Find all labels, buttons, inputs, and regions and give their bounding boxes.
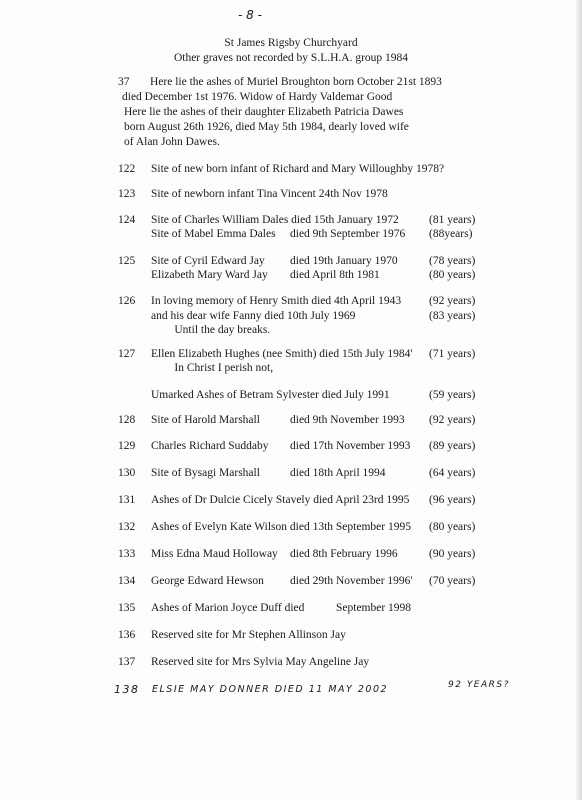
- entry-age: (88years): [429, 228, 473, 240]
- entry-number: 133: [118, 548, 136, 560]
- entry-age: (59 years): [429, 389, 476, 401]
- entry-number: 136: [118, 629, 136, 641]
- entry-text-line: Here lie the ashes of Muriel Broughton born October 21st 1893: [150, 76, 442, 88]
- entry-number: 127: [118, 348, 136, 360]
- handwritten-entry-age: 92 YEARS?: [448, 680, 510, 690]
- entry-epitaph: Until the day breaks.: [160, 324, 271, 336]
- entry-text: Site of Harold Marshall: [151, 414, 260, 426]
- document-title: St James Rigsby Churchyard: [224, 37, 358, 49]
- entry-age: (78 years): [429, 255, 476, 267]
- entry-number: 37: [118, 76, 130, 88]
- page-number: - 8 -: [238, 8, 262, 22]
- entry-died: died April 8th 1981: [290, 269, 380, 281]
- entry-age: (80 years): [429, 269, 476, 281]
- entry-number: 125: [118, 255, 136, 267]
- entry-died: died 9th November 1993: [290, 414, 405, 426]
- entry-number: 130: [118, 467, 136, 479]
- entry-text: Miss Edna Maud Holloway: [151, 548, 278, 560]
- entry-text: Charles Richard Suddaby: [151, 440, 269, 452]
- entry-number: 134: [118, 575, 136, 587]
- entry-text-line: of Alan John Dawes.: [124, 136, 220, 148]
- entry-age: (81 years): [429, 214, 476, 226]
- entry-number: 122: [118, 163, 136, 175]
- entry-text: Elizabeth Mary Ward Jay: [151, 269, 268, 281]
- entry-number: 131: [118, 494, 136, 506]
- entry-age: (83 years): [429, 310, 476, 322]
- entry-number: 128: [118, 414, 136, 426]
- entry-text-line: born August 26th 1926, died May 5th 1984, dearly loved wife: [124, 121, 409, 133]
- entry-text: Site of newborn infant Tina Vincent 24th Nov 1978: [151, 188, 388, 200]
- entry-died: died 9th September 1976: [290, 228, 406, 240]
- entry-text: Ellen Elizabeth Hughes (nee Smith) died 15th July 1984': [151, 348, 413, 360]
- entry-age: (90 years): [429, 548, 476, 560]
- entry-number: 137: [118, 656, 136, 668]
- entry-age: (92 years): [429, 295, 476, 307]
- entry-text: and his dear wife Fanny died 10th July 1969: [151, 310, 356, 322]
- entry-number: 135: [118, 602, 136, 614]
- entry-text: Site of Bysagi Marshall: [151, 467, 260, 479]
- entry-text: Reserved site for Mrs Sylvia May Angeline Jay: [151, 656, 370, 668]
- entry-text: Site of new born infant of Richard and Mary Willoughby 1978?: [151, 163, 445, 175]
- handwritten-entry-number: 138: [114, 683, 140, 696]
- entry-died: died 29th November 1996': [290, 575, 413, 587]
- entry-text: George Edward Hewson: [151, 575, 264, 587]
- entry-text: Ashes of Marion Joyce Duff died: [151, 602, 305, 614]
- entry-text-line: Here lie the ashes of their daughter Elizabeth Patricia Dawes: [124, 106, 404, 118]
- entry-died: died 17th November 1993: [290, 440, 411, 452]
- entry-text: Reserved site for Mr Stephen Allinson Jay: [151, 629, 346, 641]
- scan-edge-shadow: [576, 0, 582, 800]
- entry-died: died 19th January 1970: [290, 255, 398, 267]
- entry-text: In loving memory of Henry Smith died 4th April 1943: [151, 295, 402, 307]
- handwritten-entry-text: ELSIE MAY DONNER DIED 11 MAY 2002: [152, 684, 389, 695]
- entry-age: (96 years): [429, 494, 476, 506]
- entry-number: 126: [118, 295, 136, 307]
- entry-epitaph: In Christ I perish not,: [160, 362, 274, 374]
- entry-number: 124: [118, 214, 136, 226]
- entry-text: Ashes of Evelyn Kate Wilson died 13th September 1995: [151, 521, 411, 533]
- document-subtitle: Other graves not recorded by S.L.H.A. group 1984: [173, 52, 409, 64]
- entry-text: Ashes of Dr Dulcie Cicely Stavely died April 23rd 1995: [151, 494, 410, 506]
- entry-text-line: died December 1st 1976. Widow of Hardy Valdemar Good: [122, 91, 393, 103]
- entry-age: (64 years): [429, 467, 476, 479]
- entry-text: Site of Mabel Emma Dales: [151, 228, 276, 240]
- entry-age: (80 years): [429, 521, 476, 533]
- entry-age: (70 years): [429, 575, 476, 587]
- entry-age: (71 years): [429, 348, 476, 360]
- entry-age: (92 years): [429, 414, 476, 426]
- entry-text: Site of Cyril Edward Jay: [151, 255, 265, 267]
- entry-text: Site of Charles William Dales died 15th January 1972: [151, 214, 399, 226]
- entry-died: died 8th February 1996: [290, 548, 398, 560]
- entry-died: September 1998: [336, 602, 412, 614]
- entry-died: died 18th April 1994: [290, 467, 386, 479]
- entry-number: 129: [118, 440, 136, 452]
- entry-number: 123: [118, 188, 136, 200]
- entry-text: Umarked Ashes of Betram Sylvester died July 1991: [151, 389, 390, 401]
- entry-number: 132: [118, 521, 136, 533]
- entry-age: (89 years): [429, 440, 476, 452]
